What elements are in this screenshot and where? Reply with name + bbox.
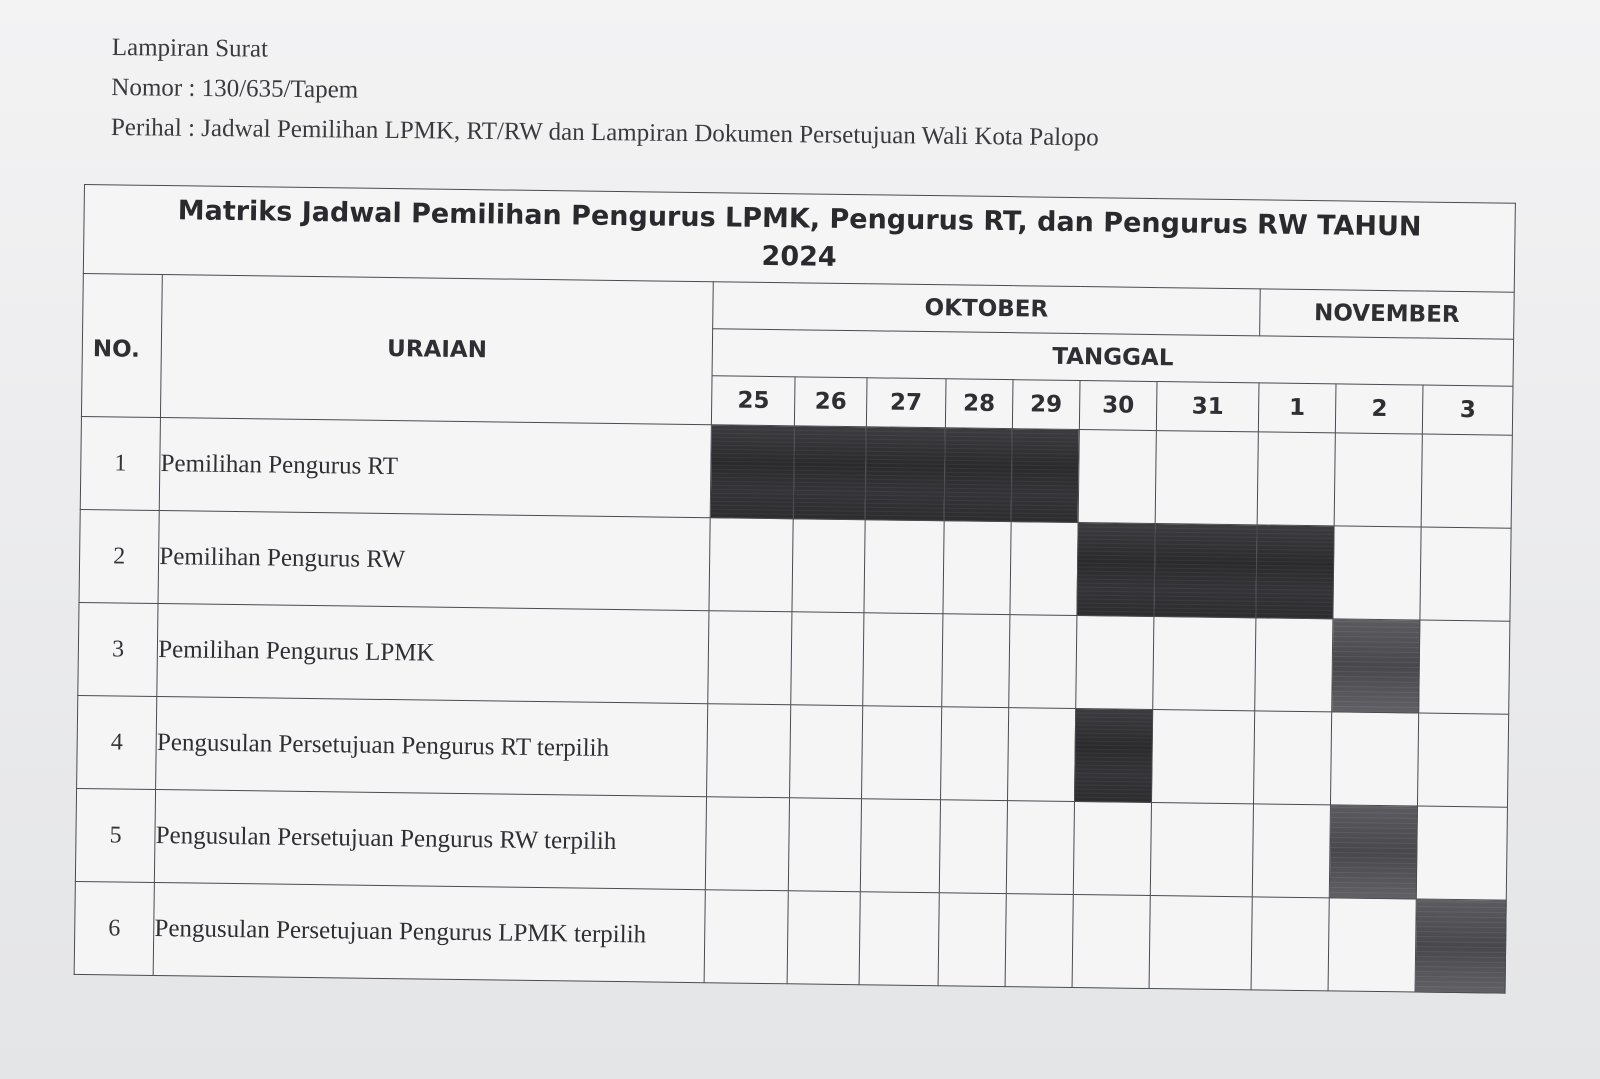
letter-header [111,28,1412,162]
schedule-cell-empty [1334,433,1423,527]
schedule-cell-empty [1422,434,1513,528]
row-description: Pengusulan Persetujuan Pengurus RW terpilih [155,789,707,889]
month-header-november: NOVEMBER [1259,289,1514,339]
schedule-cell-filled [1329,805,1418,899]
row-number: 3 [78,602,158,696]
attachment-label: Lampiran Surat [111,33,269,63]
schedule-cell-filled [1074,709,1152,803]
schedule-cell-empty [792,519,864,613]
schedule-cell-empty [1418,713,1509,807]
row-number: 4 [77,695,157,789]
column-header-no: NO. [81,273,162,417]
day-header: 28 [945,379,1013,429]
schedule-cell-empty [1078,430,1156,524]
schedule-cell-empty [1333,526,1422,620]
schedule-cell-empty [709,518,794,612]
schedule-cell-empty [1252,804,1330,898]
schedule-cell-empty [1072,895,1150,989]
day-header: 25 [712,376,796,426]
row-number: 6 [74,881,154,975]
day-header: 3 [1423,385,1513,435]
schedule-cell-empty [861,706,941,800]
schedule-matrix [74,184,1516,994]
day-header: 30 [1079,381,1157,431]
schedule-cell-empty [1419,620,1510,714]
schedule-cell-empty [1073,802,1151,896]
schedule-cell-empty [1006,801,1074,895]
schedule-cell-filled [710,425,795,519]
table-title-line2: 2024 [761,240,837,273]
schedule-cell-empty [862,613,942,707]
row-description: Pemilihan Pengurus RW [158,511,710,611]
schedule-cell-empty [1420,527,1511,621]
schedule-cell-empty [1152,710,1255,804]
subject-line: Perihal : Jadwal Pemilihan LPMK, RT/RW dan Lampiran Dokumen Persetujuan Wali Kota Palopo [110,113,1099,152]
schedule-cell-empty [1076,616,1154,710]
tanggal-header: TANGGAL [712,329,1513,386]
schedule-cell-filled [1415,899,1506,993]
schedule-cell-empty [1150,803,1253,897]
column-header-uraian: URAIAN [161,275,714,425]
schedule-cell-filled [1256,525,1334,619]
table-row [74,881,1506,993]
row-description: Pengusulan Persetujuan Pengurus LPMK terpilih [153,882,705,982]
day-header: 29 [1012,380,1080,430]
schedule-cell-filled [1332,619,1421,713]
schedule-cell-empty [790,705,862,799]
month-header-oktober: OKTOBER [713,282,1260,336]
schedule-cell-empty [1257,432,1335,526]
table-title-line1: Matriks Jadwal Pemilihan Pengurus LPMK, Pengurus RT, dan Pengurus RW TAHUN [177,195,1422,243]
schedule-cell-empty [708,611,793,705]
row-number: 2 [79,509,159,603]
schedule-cell-empty [707,704,792,798]
schedule-cell-filled [1154,524,1257,618]
schedule-cell-empty [1251,897,1329,991]
schedule-cell-empty [1328,898,1417,992]
day-header: 27 [866,378,946,428]
schedule-cell-empty [1007,708,1075,802]
row-description: Pemilihan Pengurus LPMK [157,604,709,704]
schedule-cell-filled [1077,523,1155,617]
schedule-cell-filled [1011,429,1079,523]
schedule-cell-empty [860,799,940,893]
number-label: Nomor [111,73,183,102]
schedule-cell-filled [944,428,1012,522]
number-value: 130/635/Tapem [201,74,359,104]
day-header: 31 [1157,382,1259,432]
schedule-cell-empty [1009,615,1077,709]
schedule-cell-empty [1253,711,1331,805]
row-number: 5 [75,788,155,882]
number-line: Nomor : 130/635/Tapem [111,73,359,104]
schedule-table [74,184,1516,994]
subject-value: Jadwal Pemilihan LPMK, RT/RW dan Lampiran Dokumen Persetujuan Wali Kota Palopo [201,114,1099,152]
row-number: 1 [80,416,160,510]
schedule-cell-empty [1010,522,1078,616]
schedule-cell-empty [939,800,1007,894]
schedule-cell-empty [942,614,1010,708]
schedule-cell-empty [864,520,944,614]
day-header: 26 [795,377,867,427]
schedule-cell-empty [1255,618,1333,712]
schedule-cell-empty [1005,894,1073,988]
schedule-cell-empty [1417,806,1508,900]
schedule-cell-empty [705,797,790,891]
schedule-cell-empty [789,798,861,892]
schedule-cell-empty [943,521,1011,615]
row-description: Pemilihan Pengurus RT [159,418,711,518]
row-description: Pengusulan Persetujuan Pengurus RT terpilih [156,697,708,797]
schedule-cell-empty [938,893,1006,987]
schedule-cell-empty [791,612,863,706]
schedule-cell-empty [940,707,1008,801]
schedule-cell-empty [704,890,789,984]
day-header: 2 [1335,384,1423,434]
schedule-cell-empty [1331,712,1420,806]
day-header: 1 [1258,383,1336,433]
schedule-cell-empty [1153,617,1256,711]
schedule-cell-empty [859,892,939,986]
subject-label: Perihal [110,113,182,142]
schedule-cell-filled [794,426,866,520]
schedule-cell-empty [1155,431,1258,525]
schedule-cell-empty [788,891,860,985]
schedule-cell-filled [865,427,945,521]
schedule-cell-empty [1149,896,1252,990]
